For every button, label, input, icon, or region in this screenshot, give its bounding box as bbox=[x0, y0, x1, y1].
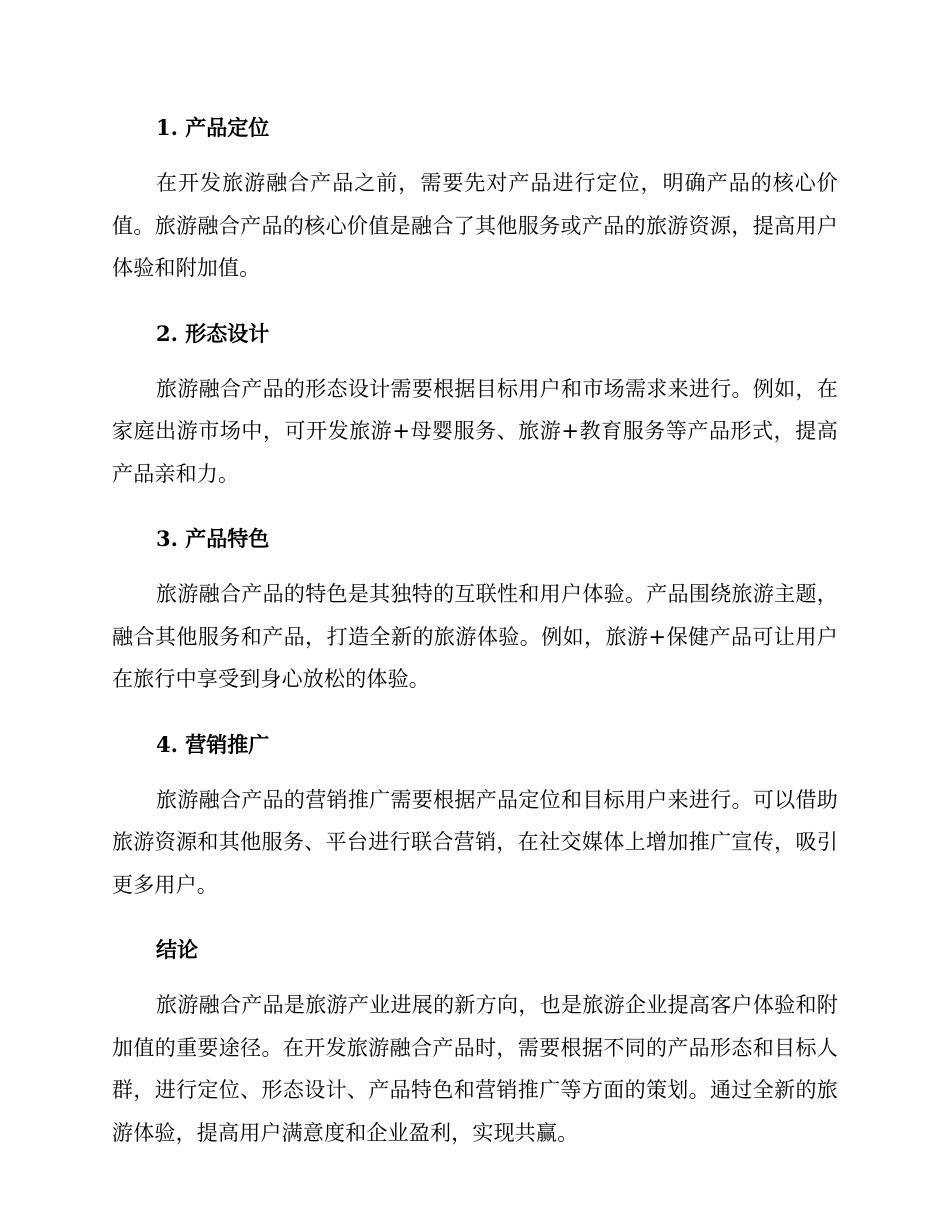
section-heading-conclusion: 结论 bbox=[156, 937, 198, 962]
section-paragraph-conclusion: 旅游融合产品是旅游产业进展的新方向，也是旅游企业提高客户体验和附加值的重要途径。在开发旅游融合产品时，需要根据不同的产品形态和目标人群，进行定位、形态设计、产品特色和营销推广等方面的策划。通过全新的旅游体验，提高用户满意度和企业盈利，实现共赢。 bbox=[112, 993, 838, 1145]
section-heading-marketing: 4. 营销推广 bbox=[156, 731, 270, 757]
section-paragraph-form-design: 旅游融合产品的形态设计需要根据目标用户和市场需求来进行。例如，在家庭出游市场中，可开发旅游+母婴服务、旅游+教育服务等产品形式，提高产品亲和力。 bbox=[112, 376, 838, 486]
section-paragraph-marketing: 旅游融合产品的营销推广需要根据产品定位和目标用户来进行。可以借助旅游资源和其他服务、平台进行联合营销，在社交媒体上增加推广宣传，吸引更多用户。 bbox=[112, 787, 838, 897]
section-paragraph-features: 旅游融合产品的特色是其独特的互联性和用户体验。产品围绕旅游主题，融合其他服务和产品，打造全新的旅游体验。例如，旅游+保健产品可让用户在旅行中享受到身心放松的体验。 bbox=[112, 582, 838, 691]
section-paragraph-positioning: 在开发旅游融合产品之前，需要先对产品进行定位，明确产品的核心价值。旅游融合产品的核心价值是融合了其他服务或产品的旅游资源，提高用户体验和附加值。 bbox=[112, 171, 838, 280]
section-heading-positioning: 1. 产品定位 bbox=[156, 115, 270, 140]
document-body bbox=[112, 108, 838, 1178]
section-heading-form-design: 2. 形态设计 bbox=[156, 320, 270, 346]
section-heading-features: 3. 产品特色 bbox=[156, 526, 270, 551]
